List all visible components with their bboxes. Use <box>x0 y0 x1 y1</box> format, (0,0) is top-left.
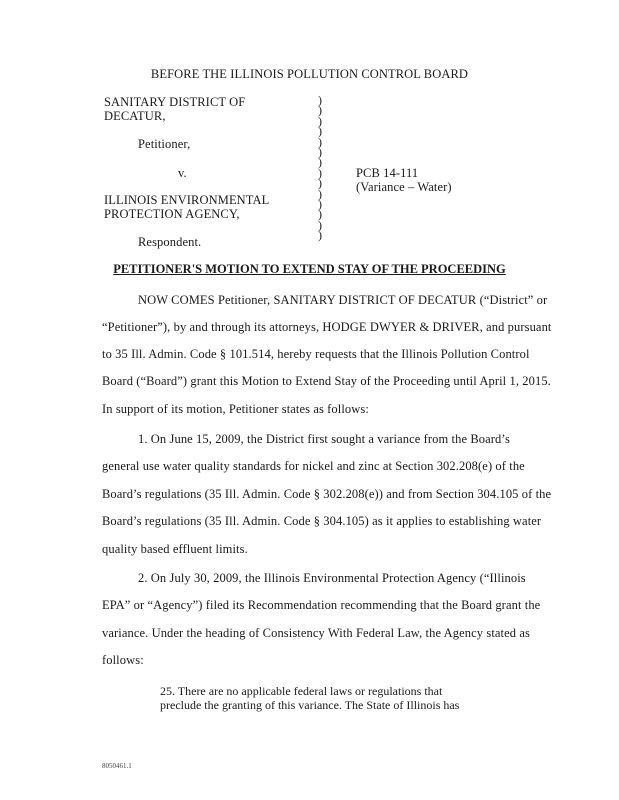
body-line: NOW COMES Petitioner, SANITARY DISTRICT OF DECATUR (“District” or <box>138 293 548 307</box>
versus-label: v. <box>178 166 187 180</box>
petitioner-name-line1: SANITARY DISTRICT OF <box>104 95 246 109</box>
body-line: Board’s regulations (35 Ill. Admin. Code § 302.208(e)) and from Section 304.105 of the <box>102 487 552 501</box>
caption-paren: ) <box>318 145 322 160</box>
quote-line: 25. There are no applicable federal laws or regulations that <box>160 684 443 698</box>
caption-paren: ) <box>318 124 322 139</box>
paragraph-2-line: 2. On July 30, 2009, the Illinois Environmental Protection Agency (“Illinois <box>138 571 526 585</box>
body-line: follows: <box>102 653 144 667</box>
body-line: Board’s regulations (35 Ill. Admin. Code § 304.105) as it applies to establishing water <box>102 514 542 528</box>
caption-parenthesis-column <box>318 95 326 241</box>
body-line: “Petitioner”), by and through its attorneys, HODGE DWYER & DRIVER, and pursuant <box>102 320 552 334</box>
board-heading: BEFORE THE ILLINOIS POLLUTION CONTROL BOARD <box>150 67 469 81</box>
caption-paren: ) <box>318 155 322 170</box>
caption-paren: ) <box>318 134 322 149</box>
quote-line: preclude the granting of this variance. The State of Illinois has <box>160 698 460 712</box>
petitioner-name-line2: DECATUR, <box>104 109 166 123</box>
body-line: to 35 Ill. Admin. Code § 101.514, hereby requests that the Illinois Pollution Control <box>102 347 530 361</box>
caption-paren: ) <box>318 93 322 107</box>
caption-paren: ) <box>318 176 322 191</box>
respondent-name-line1: ILLINOIS ENVIRONMENTAL <box>104 193 270 207</box>
motion-title: PETITIONER'S MOTION TO EXTEND STAY OF THE PROCEEDING <box>113 262 506 276</box>
respondent-role: Respondent. <box>138 235 202 249</box>
respondent-name-line2: PROTECTION AGENCY, <box>104 207 240 221</box>
body-line: variance. Under the heading of Consistency With Federal Law, the Agency stated as <box>102 626 530 640</box>
caption-paren: ) <box>318 186 322 201</box>
caption-paren: ) <box>318 113 322 128</box>
caption-paren: ) <box>318 103 322 118</box>
case-number: PCB 14-111 <box>356 166 419 180</box>
caption-paren: ) <box>318 228 322 243</box>
caption-paren: ) <box>318 197 322 212</box>
petitioner-role: Petitioner, <box>138 137 191 151</box>
body-line: In support of its motion, Petitioner states as follows: <box>102 402 369 416</box>
body-line: Board (“Board”) grant this Motion to Extend Stay of the Proceeding until April 1, 2015. <box>102 374 551 388</box>
document-code: 8050461.1 <box>102 762 132 770</box>
paragraph-1-line: 1. On June 15, 2009, the District first sought a variance from the Board’s <box>138 432 510 446</box>
caption-paren: ) <box>318 217 322 232</box>
caption-paren: ) <box>318 165 322 180</box>
case-type: (Variance – Water) <box>356 180 452 194</box>
body-line: quality based effluent limits. <box>102 542 248 556</box>
body-line: EPA” or “Agency”) filed its Recommendation recommending that the Board grant the <box>102 598 541 612</box>
caption-paren: ) <box>318 207 322 222</box>
body-line: general use water quality standards for nickel and zinc at Section 302.208(e) of the <box>102 459 525 473</box>
